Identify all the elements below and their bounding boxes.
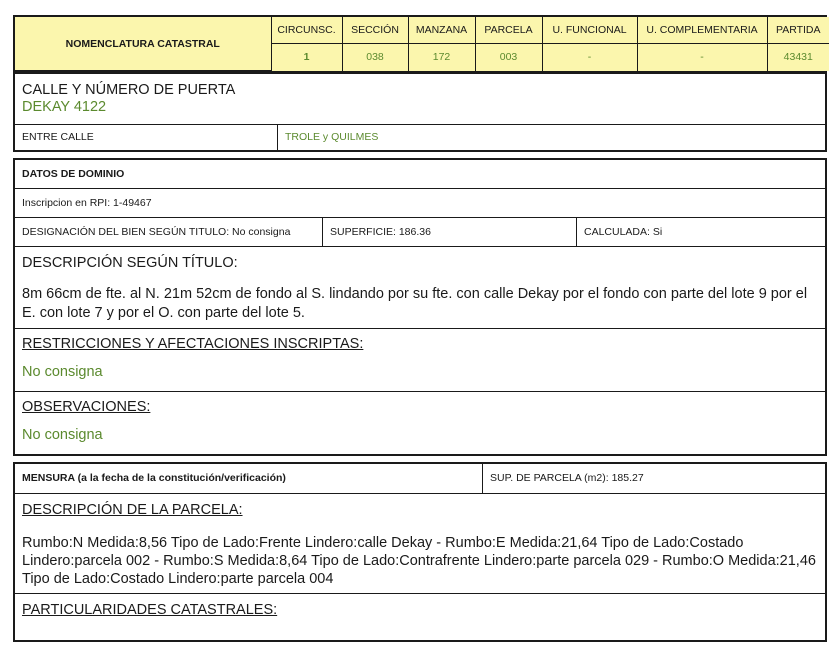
value-parcela: 003 [475,44,542,71]
value-seccion: 038 [342,44,408,71]
header-partida: PARTIDA [767,17,829,44]
calculada-field: CALCULADA: Si [584,226,663,238]
nomenclatura-table [13,15,827,73]
header-manzana: MANZANA [408,17,475,44]
observaciones-label: OBSERVACIONES: [22,399,151,415]
designacion-field: DESIGNACIÓN DEL BIEN SEGÚN TITULO: No consigna [15,218,323,246]
header-circunsc: CIRCUNSC. [271,17,342,44]
sup-parcela-field: SUP. DE PARCELA (m2): 185.27 [490,472,644,484]
descripcion-titulo-text: 8m 66cm de fte. al N. 21m 52cm de fondo al S. lindando por su fte. con calle Dekay por el fondo con parte del lote 9 por el E. con lote 7 y por el O. con parte del lote 5. [22,286,808,321]
particularidades-label: PARTICULARIDADES CATASTRALES: [22,602,278,618]
entre-calle-label: ENTRE CALLE [15,125,278,150]
mensura-title: MENSURA (a la fecha de la constitución/verificación) [15,464,483,493]
entre-calle-value: TROLE y QUILMES [285,131,379,143]
value-manzana: 172 [408,44,475,71]
rpi-inscription: Inscripcion en RPI: 1-49467 [15,188,825,217]
street-section [13,72,827,152]
mensura-section [13,462,827,642]
value-u-funcional: - [542,44,637,71]
header-parcela: PARCELA [475,17,542,44]
value-circunsc: 1 [271,44,342,71]
nomenclatura-title: NOMENCLATURA CATASTRAL [15,17,271,71]
descripcion-parcela-text: Rumbo:N Medida:8,56 Tipo de Lado:Frente Lindero:calle Dekay - Rumbo:E Medida:21,64 Tipo de Lado:Costado Lindero:parcela 002 - Rumbo:S Medida:8,64 Tipo de Lado:Contrafrente Lindero:parte parcela 029 - Rumbo:O Medida:21,46 Tipo de Lado:Costado Lindero:parte parcela 004 [22,535,816,587]
superficie-field: SUPERFICIE: 186.36 [323,218,577,246]
value-u-complementaria: - [637,44,767,71]
dominio-section [13,158,827,456]
street-label: CALLE Y NÚMERO DE PUERTA [22,82,236,98]
observaciones-value: No consigna [22,427,103,443]
value-partida: 43431 [767,44,829,71]
header-u-funcional: U. FUNCIONAL [542,17,637,44]
descripcion-parcela-label: DESCRIPCIÓN DE LA PARCELA: [22,502,243,518]
header-u-complementaria: U. COMPLEMENTARIA [637,17,767,44]
restricciones-value: No consigna [22,364,103,380]
descripcion-titulo-label: DESCRIPCIÓN SEGÚN TÍTULO: [22,255,238,271]
header-seccion: SECCIÓN [342,17,408,44]
street-value: DEKAY 4122 [22,99,107,115]
dominio-title: DATOS DE DOMINIO [22,168,125,180]
restricciones-label: RESTRICCIONES Y AFECTACIONES INSCRIPTAS: [22,336,364,352]
